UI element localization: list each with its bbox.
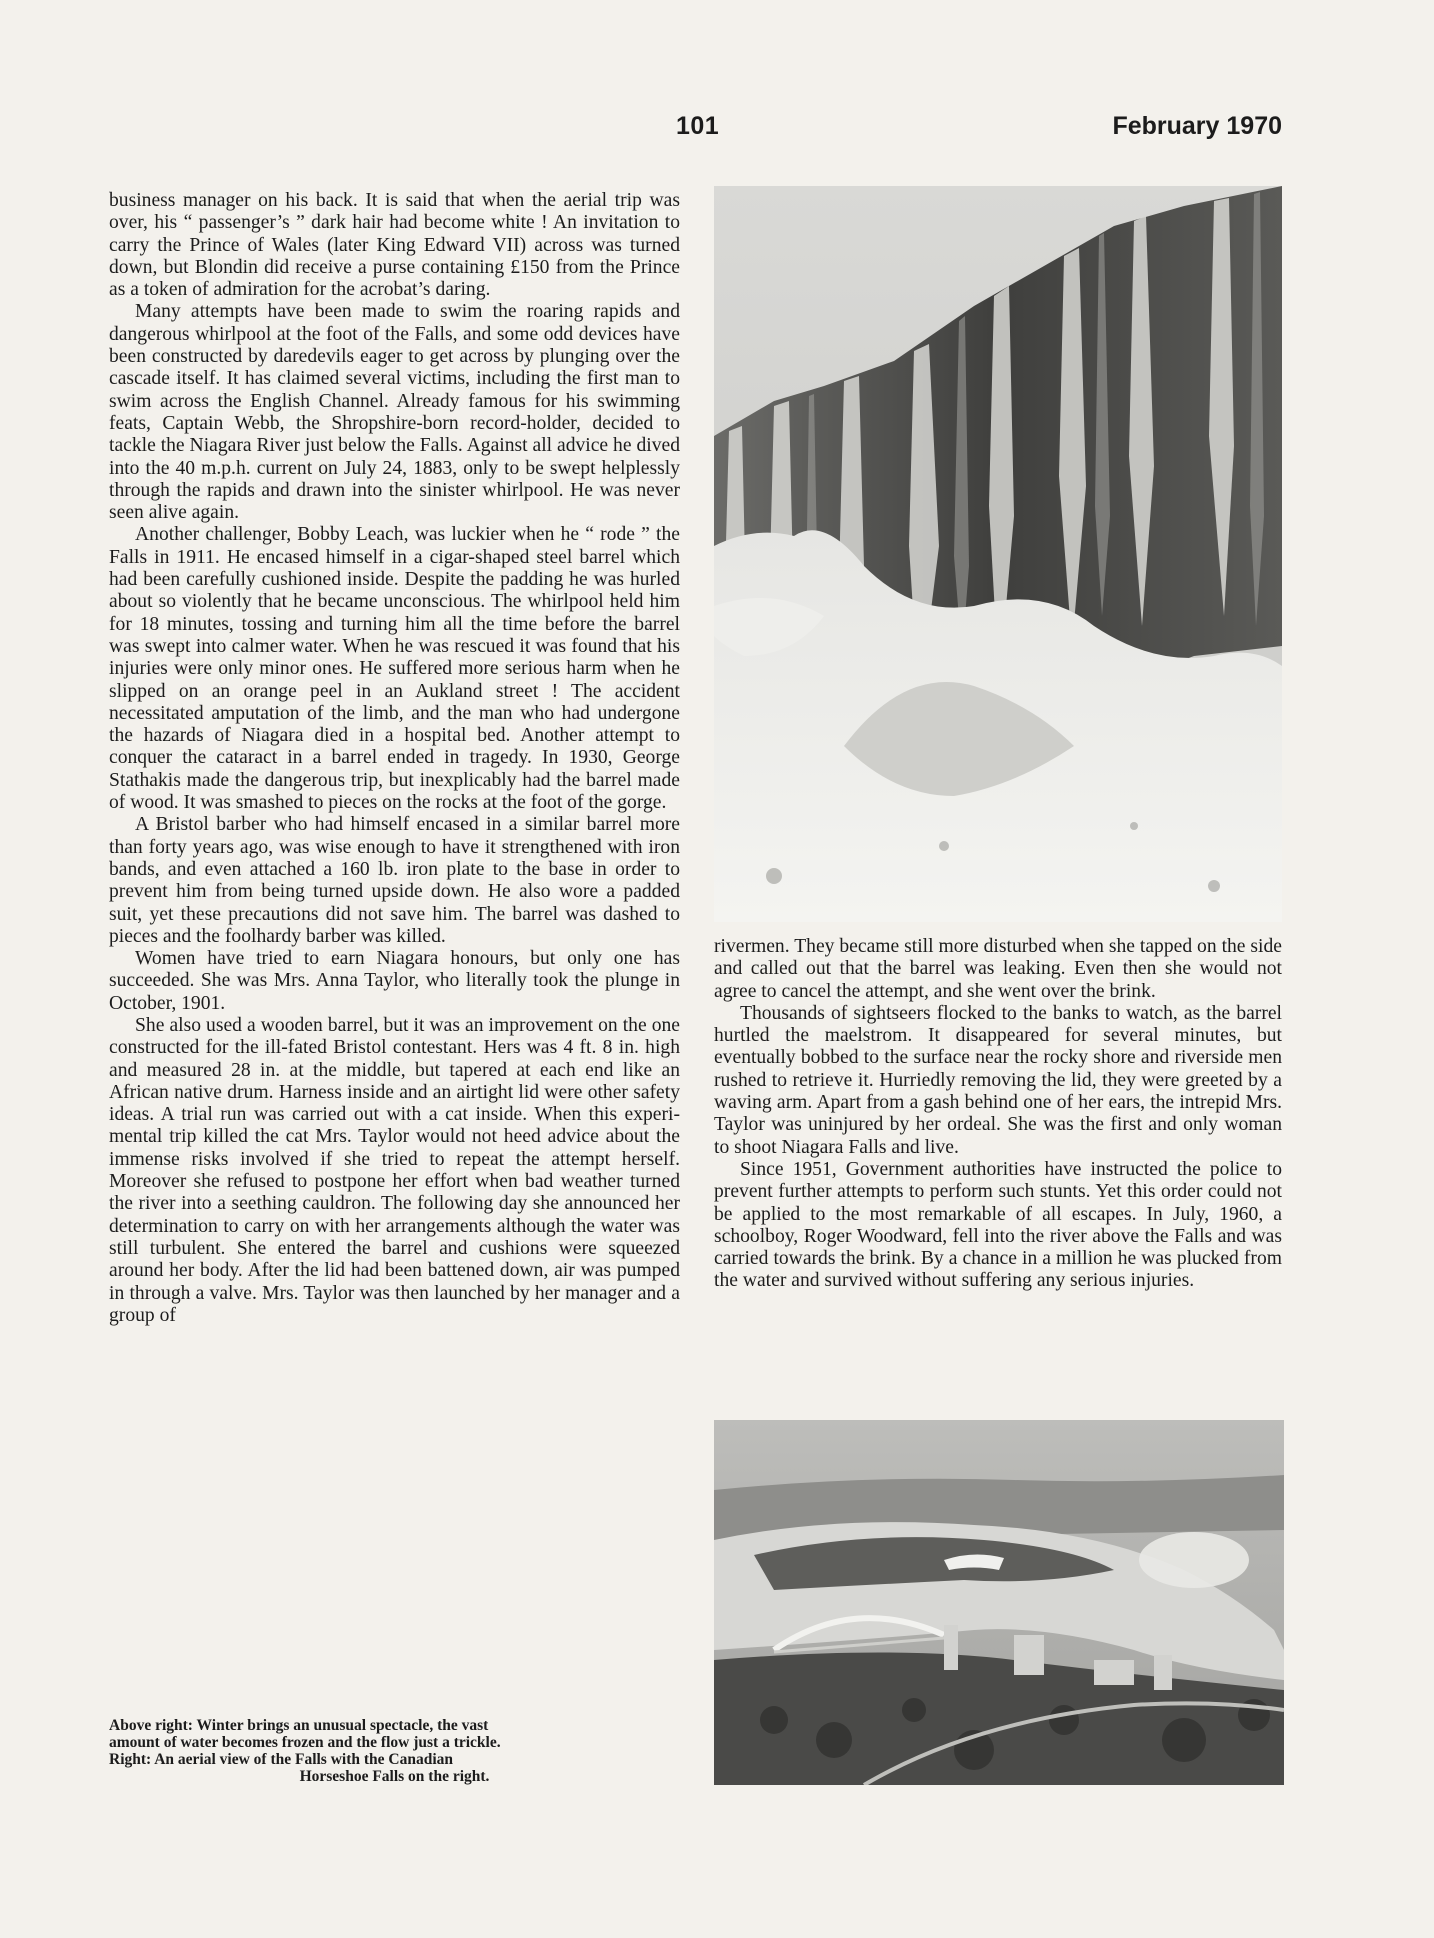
caption-line: Horseshoe Falls on the right. (299, 1768, 490, 1785)
issue-date: February 1970 (1112, 112, 1282, 140)
paragraph: Thousands of sightseers flocked to the banks to watch, as the barrel hurtled the maelstrom. It disappeared for several minutes, but eventually bobbed to the surface near the rocky shore and riverside men rushed to retrieve it. Hurriedly removing the lid, they were greeted by a waving arm. Apart from a gash behind one of her ears, the intrepid Mrs. Taylor was uninjured by her ordeal. She was the first and only woman to shoot Niagara Falls and live. (714, 1002, 1282, 1158)
article-column-right (714, 936, 1282, 1406)
page-header (0, 112, 1434, 152)
caption-line: Right: An aerial view of the Falls with the Canadian (109, 1751, 454, 1768)
paragraph: business manager on his back. It is said that when the aerial trip was over, his “ passenger’s ” dark hair had become white ! An invitation to carry the Prince of Wales (later King Edward VII) across was turned down, but Blondin did receive a purse containing £150 from the Prince as a token of admiration for the acrobat’s daring. (109, 190, 680, 301)
caption-line: Above right: Winter brings an unusual spectacle, the vast (109, 1717, 489, 1734)
frozen-falls-photo (714, 186, 1282, 922)
photo-caption (109, 1717, 680, 1785)
paragraph: A Bristol barber who had himself encased in a similar barrel more than forty years ago, was wise enough to have it strengthened with iron bands, and even attached a 160 lb. iron plate to the base in order to prevent him from being turned upside down. He also wore a padded suit, yet these precautions did not save him. The barrel was dashed to pieces and the foolhardy barber was killed. (109, 814, 680, 947)
paragraph: She also used a wooden barrel, but it was an improvement on the one constructed for the ill-fated Bristol contestant. Hers was 4 ft. 8 in. high and measured 28 in. at the middle, but tapered at each end like an African native drum. Harness inside and an airtight lid were other safety ideas. A trial run was carried out with a cat inside. When this experimental trip killed the cat Mrs. Taylor would not heed advice about the immense risks involved if she tried to repeat the attempt herself. Moreover she refused to postpone her effort when bad weather turned the river into a seething cauldron. The following day she announced her determination to carry on with her arrangements although the water was still turbulent. She entered the barrel and cushions were squeezed around her body. After the lid had been battened down, air was pumped in through a valve. Mrs. Taylor was then launched by her manager and a group of (109, 1014, 680, 1326)
paragraph: Many attempts have been made to swim the roaring rapids and dangerous whirlpool at the foot of the Falls, and some odd devices have been constructed by daredevils eager to get across by plunging over the cascade itself. It has claimed several victims, including the first man to swim across the English Channel. Already famous for his swimming feats, Captain Webb, the Shropshire-born record-holder, decided to tackle the Niagara River just below the Falls. Against all advice he dived into the 40 m.p.h. current on July 24, 1883, only to be swept helplessly through the rapids and drawn into the sinister whirlpool. He was never seen alive again. (109, 301, 680, 524)
aerial-falls-photo (714, 1420, 1284, 1785)
paragraph: Women have tried to earn Niagara honours, but only one has succeeded. She was Mrs. Anna Taylor, who literally took the plunge in October, 1901. (109, 948, 680, 1014)
caption-line: amount of water becomes frozen and the flow just a trickle. (109, 1734, 501, 1751)
paragraph: rivermen. They became still more disturbed when she tapped on the side and called out that the barrel was leaking. Even then she would not agree to cancel the attempt, and she went over the brink. (714, 936, 1282, 1002)
aerial-falls-image (714, 1420, 1284, 1785)
paragraph: Since 1951, Government authorities have instructed the police to prevent further attempts to perform such stunts. Yet this order could not be applied to the most remarkable of all escapes. In July, 1960, a schoolboy, Roger Woodward, fell into the river above the Falls and was carried towards the brink. By a chance in a million he was plucked from the water and survived without suffering any serious injuries. (714, 1158, 1282, 1292)
frozen-falls-image (714, 186, 1282, 922)
page-number: 101 (676, 112, 720, 140)
article-column-left (109, 190, 680, 1680)
paragraph: Another challenger, Bobby Leach, was luckier when he “ rode ” the Falls in 1911. He encased himself in a cigar-shaped steel barrel which had been carefully cushioned inside. Despite the padding he was hurled about so violently that he became unconscious. The whirlpool held him for 18 minutes, tossing and turning him all the time before the barrel was swept into calmer water. When he was rescued it was found that his injuries were only minor ones. He suffered more serious harm when he slipped on an orange peel in an Aukland street ! The accident necessitated amputation of the limb, and the man who had undergone the hazards of Niagara died in a hospital bed. Another attempt to conquer the cataract in a barrel ended in tragedy. In 1930, George Stathakis made the dangerous trip, but inexplicably had the barrel made of wood. It was smashed to pieces on the rocks at the foot of the gorge. (109, 524, 680, 814)
